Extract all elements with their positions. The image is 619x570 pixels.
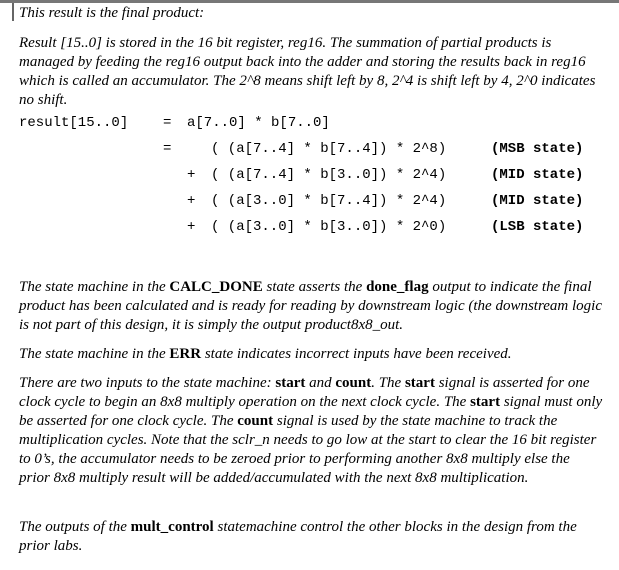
equation-term: ( (a[7..4] * b[7..4]) * 2^8)	[211, 141, 447, 157]
equation-operator: +	[187, 167, 196, 183]
signal-name: start	[275, 375, 306, 391]
signal-name: count	[335, 375, 372, 391]
state-label: (LSB state)	[491, 219, 584, 235]
signal-name: start	[404, 375, 435, 391]
outputs-paragraph: The outputs of the mult_control statemachine control the other blocks in the design from the prior labs.	[19, 519, 577, 554]
inputs-paragraph: There are two inputs to the state machine: start and count. The start signal is asserted for one clock cycle to begin an 8x8 multiply operation on the next clock cycle. The start signal must only be asserted for one clock cycle. The count signal is used by the state machine to track the multiplication cycles. Note that the sclr_n needs to go low at the start to clear the 16 bit register to 0’s, the accumulator needs to be zeroed prior to performing another 8x8 multiply else the prior 8x8 multiply result will be added/accumulated with the next 8x8 multiplication.	[19, 375, 603, 486]
state-label: (MID state)	[491, 167, 584, 183]
equation-equals: =	[163, 141, 172, 157]
state-name: ERR	[169, 346, 202, 362]
signal-name: start	[470, 394, 501, 410]
equation-term: ( (a[3..0] * b[3..0]) * 2^0)	[211, 219, 447, 235]
state-label: (MID state)	[491, 193, 584, 209]
err-paragraph: The state machine in the ERR state indicates incorrect inputs have been received.	[19, 346, 512, 362]
result-paragraph: Result [15..0] is stored in the 16 bit register, reg16. The summation of partial products is managed by feeding the reg16 output back into the adder and storing the results back in reg16 which is called an accumulator. The 2^8 means shift left by 8, 2^4 is shift left by 4, 2^0 indicates no shift.	[19, 35, 596, 108]
equation-product: a[7..0] * b[7..0]	[187, 115, 330, 131]
left-rule	[12, 3, 14, 21]
equation-term: ( (a[7..4] * b[3..0]) * 2^4)	[211, 167, 447, 183]
equation-term: ( (a[3..0] * b[7..4]) * 2^4)	[211, 193, 447, 209]
signal-name: count	[237, 413, 274, 429]
state-name: CALC_DONE	[169, 279, 263, 295]
equation-operator: +	[187, 193, 196, 209]
state-label: (MSB state)	[491, 141, 584, 157]
calc-done-paragraph: The state machine in the CALC_DONE state asserts the done_flag output to indicate the final product has been calculated and is ready for reading by downstream logic (the downstream logic is not part of this design, it is simply the output product8x8_out.	[19, 279, 602, 333]
equation-operator: +	[187, 219, 196, 235]
equation-equals: =	[163, 115, 172, 131]
equation-lhs: result[15..0]	[19, 115, 129, 131]
block-name: mult_control	[130, 519, 214, 535]
heading: This result is the final product:	[19, 5, 205, 21]
signal-name: done_flag	[366, 279, 429, 295]
top-border	[0, 0, 619, 3]
